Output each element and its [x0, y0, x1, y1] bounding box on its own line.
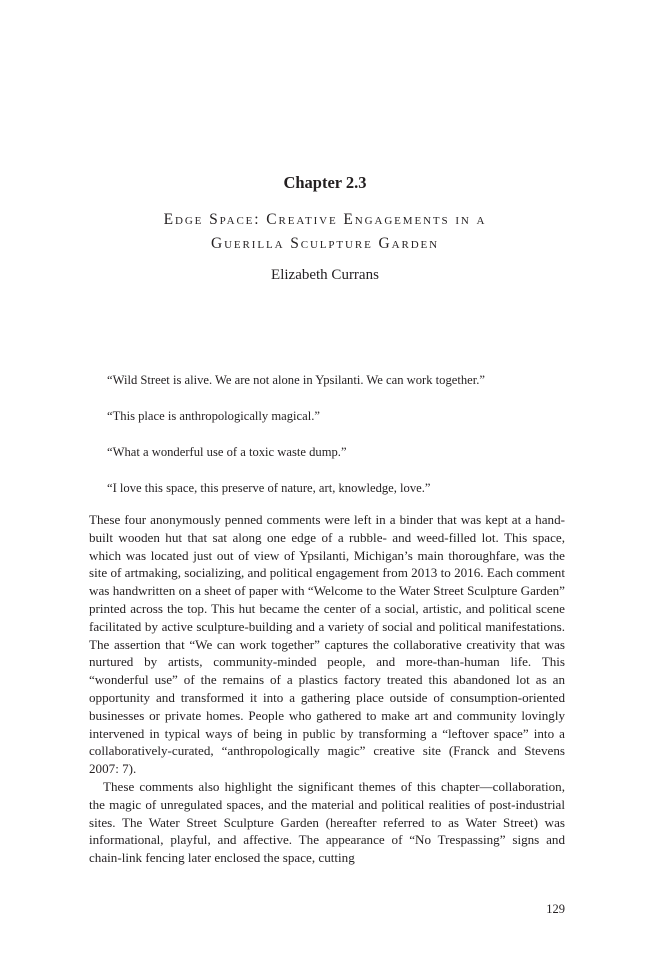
chapter-label: Chapter 2.3 — [283, 173, 367, 192]
page-number: 129 — [546, 902, 565, 916]
epigraph-quote: “Wild Street is alive. We are not alone in Ypsilanti. We can work together.” — [107, 373, 485, 387]
chapter-title-line-2: Guerilla Sculpture Garden — [210, 235, 440, 252]
body-paragraph: These four anonymously penned comments were left in a binder that was kept at a hand-built wooden hut that sat along one edge of a rubble- and weed-filled lot. This space, which was located just out of view of Ypsilanti, Michigan’s main thoroughfare, was the site of artmaking, socializing, and political engagement from 2013 to 2016. Each comment was handwritten on a sheet of paper with “Welcome to the Water Street Sculpture Garden” printed across the top. This hut became the center of a social, artistic, and political scene facilitated by active sculpture-building and a variety of social and political manifestations. The assertion that “We can work together” captures the collaborative creativity that was nurtured by artists, community-minded people, and more-than-human life. This “wonderful use” of the remains of a plastics factory treated this abandoned lot as an opportunity and transformed it into a gathering place outside of consumption-oriented businesses or private homes. People who gathered to make art and community lovingly intervened in typical ways of being in public by transforming a “leftover space” into a collaboratively-curated, “anthropologically magic” creative site (Franck and Stevens 2007: 7). — [89, 512, 565, 777]
body-paragraph: These comments also highlight the significant themes of this chapter—collaboration, the magic of unregulated spaces, and the material and political realities of post-industrial sites. The Water Street Sculpture Garden (hereafter referred to as Water Street) was informational, playful, and affective. The appearance of “No Trespassing” signs and chain-link fencing later enclosed the space, cutting — [89, 778, 565, 866]
epigraph-list — [107, 372, 577, 516]
chapter-title — [0, 208, 650, 256]
epigraph-quote: “This place is anthropologically magical.” — [107, 409, 320, 423]
body-text — [89, 511, 565, 867]
epigraph-quote: “I love this space, this preserve of nature, art, knowledge, love.” — [107, 481, 431, 495]
chapter-title-line-1: Edge Space: Creative Engagements in a — [163, 211, 487, 228]
epigraph-quote: “What a wonderful use of a toxic waste dump.” — [107, 445, 347, 459]
chapter-author: Elizabeth Currans — [271, 267, 379, 283]
